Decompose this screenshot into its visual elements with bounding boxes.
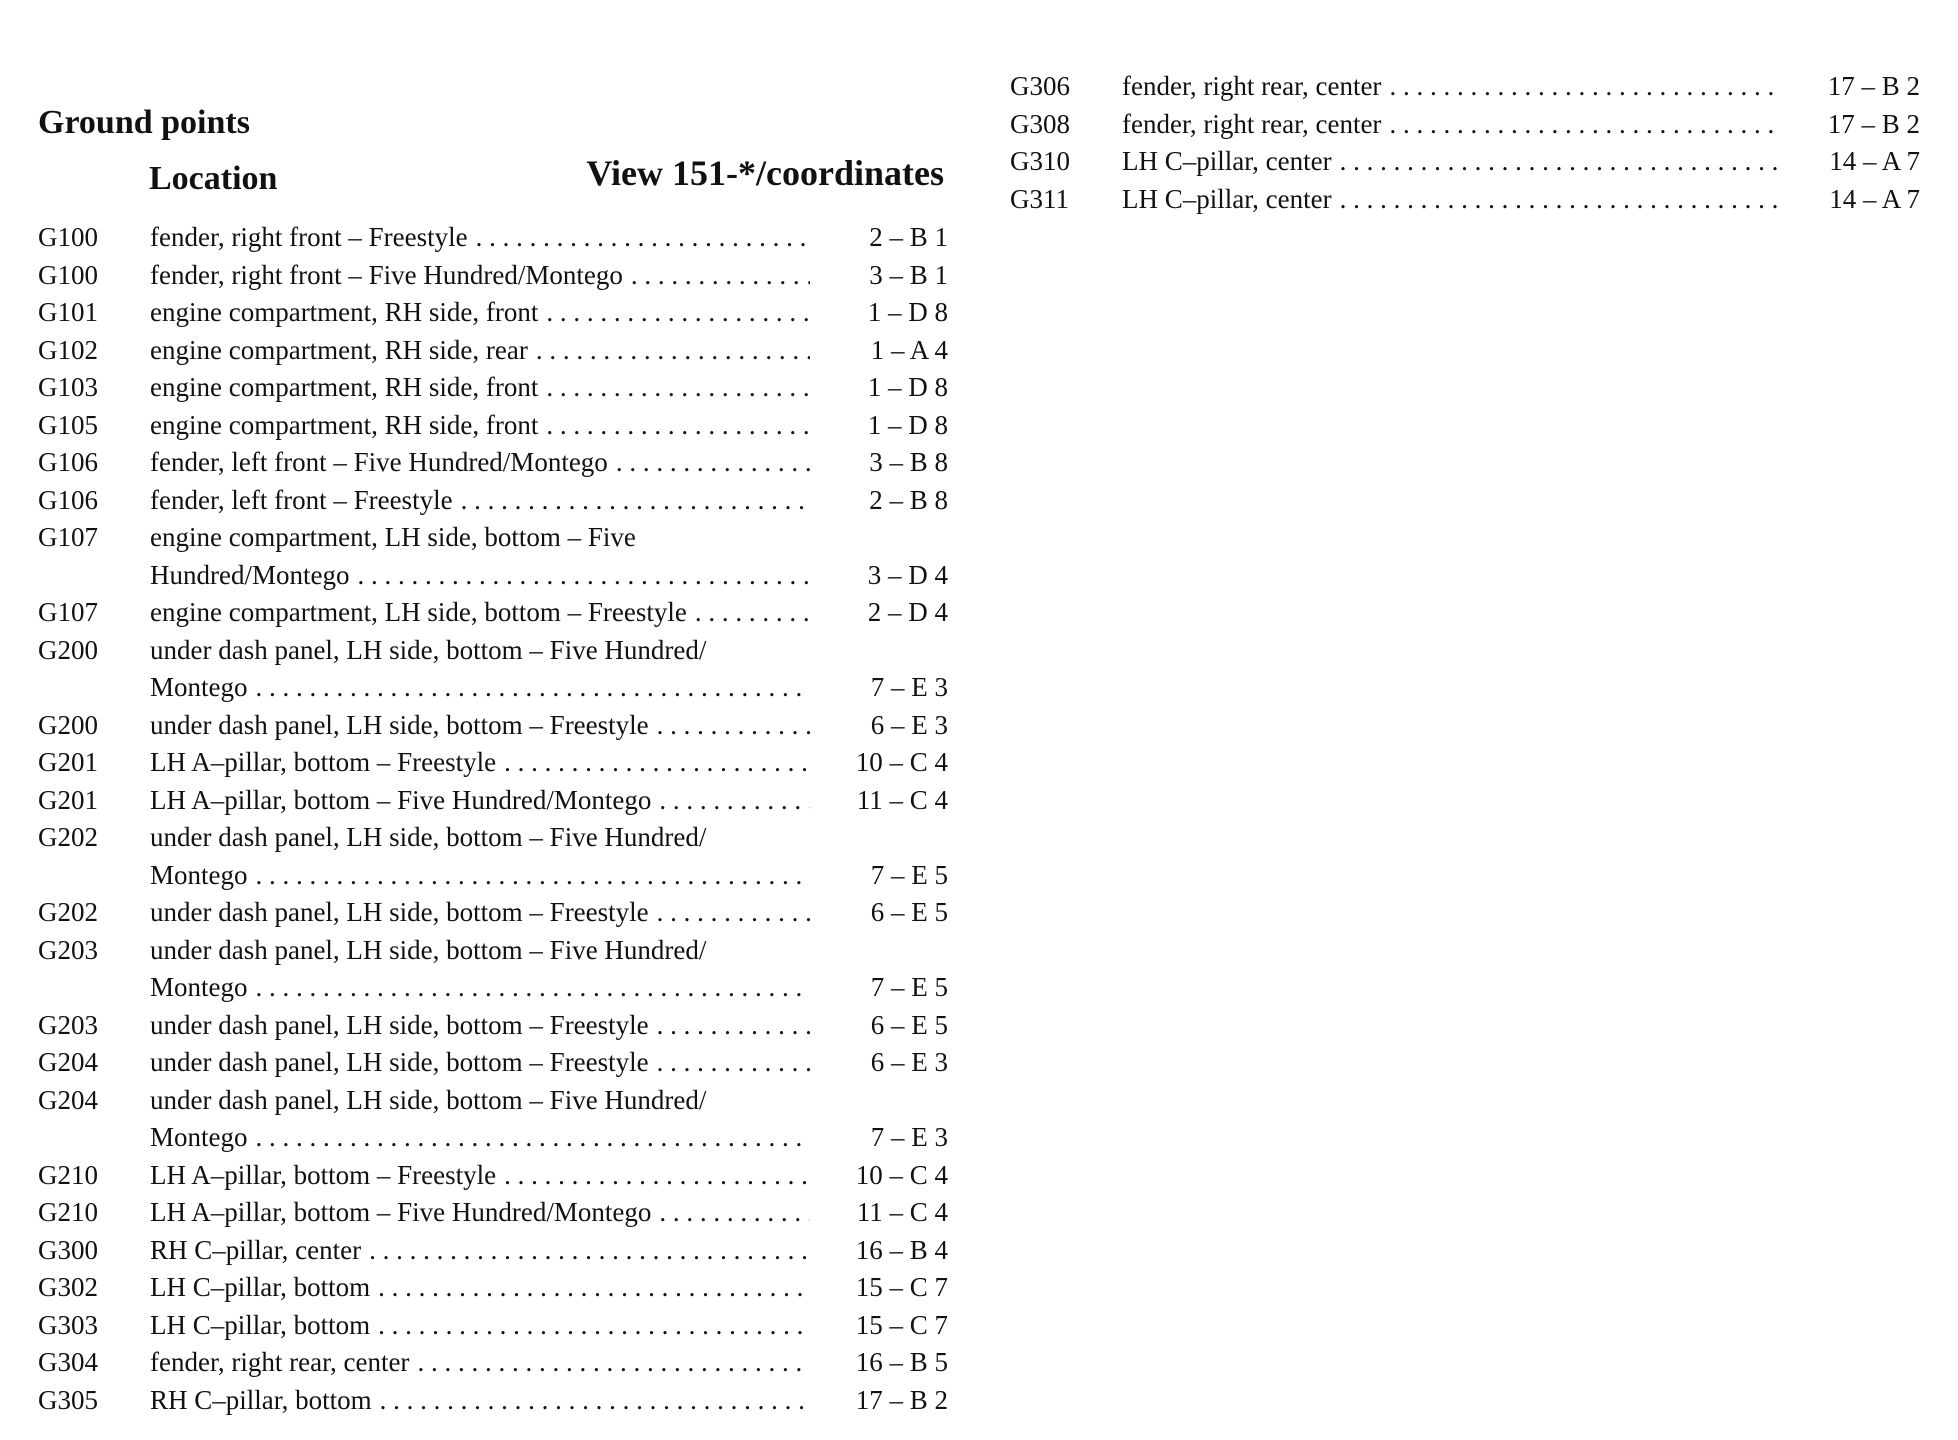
location-text: engine compartment, LH side, bottom – Five <box>150 522 636 552</box>
dot-leader <box>370 1307 810 1345</box>
view-coordinates: 7 – E 5 <box>870 859 948 890</box>
dot-leader <box>651 1194 810 1232</box>
location-text: Hundred/Montego <box>150 559 350 590</box>
location-line <box>150 932 810 970</box>
location-line <box>150 969 810 1007</box>
dot-leader <box>496 744 810 782</box>
dot-leader <box>409 1344 810 1382</box>
location-line <box>150 857 810 895</box>
table-row <box>38 407 948 445</box>
location-cell <box>150 1232 810 1270</box>
location-cell <box>150 819 810 894</box>
location-line <box>150 369 810 407</box>
location-line <box>150 1157 810 1195</box>
location-text: under dash panel, LH side, bottom – Five Hundred/ <box>150 634 707 665</box>
table-row <box>38 482 948 520</box>
view-coordinates: 1 – D 8 <box>867 372 948 402</box>
dot-leader <box>248 669 811 707</box>
table-row <box>1010 106 1920 144</box>
view-coordinates: 10 – C 4 <box>855 747 948 777</box>
table-row <box>38 1307 948 1345</box>
ground-point-code: G106 <box>38 447 98 477</box>
location-text: LH C–pillar, center <box>1122 183 1332 214</box>
location-cell <box>150 1157 810 1195</box>
view-coordinates: 11 – C 4 <box>856 1197 948 1227</box>
view-coordinates: 6 – E 5 <box>870 897 948 927</box>
ground-point-code: G311 <box>1010 183 1069 214</box>
dot-leader <box>248 857 811 895</box>
view-coordinates: 3 – B 8 <box>869 447 948 477</box>
ground-point-code: G305 <box>38 1384 98 1415</box>
view-coordinates: 17 – B 2 <box>1827 71 1920 101</box>
location-text: Montego <box>150 1122 248 1152</box>
location-text: engine compartment, RH side, rear <box>150 334 528 365</box>
location-cell <box>150 894 810 932</box>
location-line <box>150 557 810 595</box>
location-text: fender, right rear, center <box>150 1347 410 1377</box>
location-text: LH C–pillar, bottom <box>150 1272 371 1302</box>
location-line <box>150 407 810 445</box>
location-text: under dash panel, LH side, bottom – Five Hundred/ <box>150 822 707 852</box>
view-coordinates: 15 – C 7 <box>855 1272 948 1302</box>
location-text: fender, left front – Freestyle <box>150 484 453 515</box>
location-cell <box>150 1269 810 1307</box>
dot-leader <box>649 707 810 745</box>
dot-leader <box>538 407 810 445</box>
location-line <box>150 819 810 857</box>
dot-leader <box>649 1044 810 1082</box>
dot-leader <box>1381 68 1782 106</box>
ground-point-code: G304 <box>38 1347 98 1377</box>
ground-point-code: G200 <box>38 634 98 665</box>
location-line <box>150 219 810 257</box>
location-text: LH A–pillar, bottom – Five Hundred/Montego <box>150 784 652 815</box>
view-coordinates: 3 – D 4 <box>867 559 948 590</box>
ground-point-code: G100 <box>38 259 98 290</box>
location-text: fender, right front – Five Hundred/Montego <box>150 259 623 290</box>
location-text: under dash panel, LH side, bottom – Freestyle <box>150 709 649 740</box>
table-row <box>38 1007 948 1045</box>
location-cell <box>150 782 810 820</box>
table-row <box>38 1344 948 1382</box>
dot-leader <box>1332 143 1782 181</box>
location-cell <box>1122 106 1782 144</box>
view-coordinates: 3 – B 1 <box>869 259 948 290</box>
ground-point-code: G201 <box>38 747 98 777</box>
view-coordinates: 2 – B 1 <box>869 222 948 252</box>
location-line <box>150 444 810 482</box>
view-coordinates: 6 – E 3 <box>870 1047 948 1077</box>
ground-point-code: G107 <box>38 522 98 552</box>
view-coordinates: 17 – B 2 <box>855 1384 948 1415</box>
ground-point-code: G306 <box>1010 71 1070 101</box>
ground-point-code: G200 <box>38 709 98 740</box>
location-line <box>150 1344 810 1382</box>
ground-point-code: G210 <box>38 1159 98 1190</box>
view-coordinates: 2 – B 8 <box>869 484 948 515</box>
location-line <box>150 1119 810 1157</box>
location-text: Montego <box>150 972 248 1002</box>
table-row <box>1010 143 1920 181</box>
location-cell <box>150 519 810 594</box>
location-line <box>150 332 810 370</box>
dot-leader <box>538 369 810 407</box>
dot-leader <box>349 557 810 595</box>
location-line <box>150 1194 810 1232</box>
dot-leader <box>608 444 810 482</box>
table-row <box>38 519 948 594</box>
location-text: fender, right rear, center <box>1122 71 1382 101</box>
location-cell <box>150 1307 810 1345</box>
location-header: Location <box>149 160 278 197</box>
location-text: RH C–pillar, center <box>150 1234 362 1265</box>
location-line <box>1122 143 1782 181</box>
location-line <box>150 257 810 295</box>
dot-leader <box>248 969 811 1007</box>
dot-leader <box>538 294 810 332</box>
location-text: engine compartment, RH side, front <box>150 409 539 440</box>
location-cell <box>150 1382 810 1420</box>
dot-leader <box>528 332 810 370</box>
table-row <box>38 1082 948 1157</box>
location-cell <box>150 932 810 1007</box>
section-title: Ground points <box>38 104 250 141</box>
ground-point-code: G300 <box>38 1234 98 1265</box>
ground-point-code: G103 <box>38 372 98 402</box>
table-row <box>38 1157 948 1195</box>
view-coordinates: 14 – A 7 <box>1829 183 1920 214</box>
location-line <box>150 482 810 520</box>
location-text: under dash panel, LH side, bottom – Freestyle <box>150 897 649 927</box>
location-cell <box>150 482 810 520</box>
table-row <box>38 819 948 894</box>
location-line <box>150 1044 810 1082</box>
location-line <box>150 782 810 820</box>
location-line <box>1122 106 1782 144</box>
location-cell <box>150 632 810 707</box>
location-line <box>1122 181 1782 219</box>
location-line <box>150 594 810 632</box>
dot-leader <box>649 894 810 932</box>
dot-leader <box>453 482 810 520</box>
dot-leader <box>372 1382 810 1420</box>
location-text: under dash panel, LH side, bottom – Freestyle <box>150 1009 649 1040</box>
location-line <box>150 669 810 707</box>
table-row <box>38 1232 948 1270</box>
location-line <box>150 1082 810 1120</box>
table-row <box>38 257 948 295</box>
dot-leader <box>248 1119 811 1157</box>
view-coordinates: 7 – E 3 <box>870 1122 948 1152</box>
table-row <box>38 1044 948 1082</box>
dot-leader <box>623 257 810 295</box>
location-cell <box>150 407 810 445</box>
location-text: engine compartment, LH side, bottom – Freestyle <box>150 597 687 627</box>
location-text: LH A–pillar, bottom – Freestyle <box>150 1159 497 1190</box>
location-cell <box>150 444 810 482</box>
location-cell <box>150 1082 810 1157</box>
view-coordinates: 2 – D 4 <box>867 597 948 627</box>
view-coordinates: 17 – B 2 <box>1827 108 1920 139</box>
table-row <box>38 332 948 370</box>
dot-leader <box>496 1157 810 1195</box>
table-row <box>38 932 948 1007</box>
table-row <box>38 1194 948 1232</box>
location-cell <box>150 744 810 782</box>
location-cell <box>150 707 810 745</box>
location-cell <box>150 1044 810 1082</box>
table-row <box>38 707 948 745</box>
location-text: Montego <box>150 672 248 702</box>
view-coordinates: 1 – A 4 <box>870 334 948 365</box>
view-coordinates: 10 – C 4 <box>855 1159 948 1190</box>
view-coordinates-header: View 151-*/coordinates <box>586 153 944 193</box>
table-row <box>38 894 948 932</box>
location-line <box>150 744 810 782</box>
location-cell <box>150 219 810 257</box>
ground-point-code: G310 <box>1010 146 1070 176</box>
location-cell <box>1122 181 1782 219</box>
ground-point-code: G105 <box>38 409 98 440</box>
view-coordinates: 1 – D 8 <box>867 409 948 440</box>
table-row <box>1010 68 1920 106</box>
view-coordinates: 7 – E 5 <box>870 972 948 1002</box>
ground-point-code: G204 <box>38 1047 98 1077</box>
location-text: LH A–pillar, bottom – Five Hundred/Montego <box>150 1197 652 1227</box>
ground-point-code: G100 <box>38 222 98 252</box>
location-line <box>150 1269 810 1307</box>
location-line <box>1122 68 1782 106</box>
location-line <box>150 1382 810 1420</box>
table-row <box>38 219 948 257</box>
dot-leader <box>361 1232 810 1270</box>
location-line <box>150 1007 810 1045</box>
location-line <box>150 519 810 557</box>
location-cell <box>150 294 810 332</box>
location-cell <box>150 1194 810 1232</box>
view-coordinates: 11 – C 4 <box>856 784 948 815</box>
table-row <box>38 1382 948 1420</box>
table-row <box>38 1269 948 1307</box>
view-coordinates: 6 – E 3 <box>870 709 948 740</box>
location-text: under dash panel, LH side, bottom – Freestyle <box>150 1047 649 1077</box>
ground-points-list-right <box>1010 68 1920 218</box>
location-text: RH C–pillar, bottom <box>150 1384 372 1415</box>
location-line <box>150 294 810 332</box>
view-coordinates: 1 – D 8 <box>867 297 948 327</box>
location-text: fender, right front – Freestyle <box>150 222 468 252</box>
ground-point-code: G308 <box>1010 108 1070 139</box>
ground-point-code: G101 <box>38 297 98 327</box>
location-cell <box>150 1344 810 1382</box>
location-text: LH A–pillar, bottom – Freestyle <box>150 747 497 777</box>
ground-point-code: G302 <box>38 1272 98 1302</box>
ground-point-code: G204 <box>38 1084 98 1115</box>
view-coordinates: 7 – E 3 <box>870 672 948 702</box>
table-row <box>1010 181 1920 219</box>
view-coordinates: 16 – B 5 <box>855 1347 948 1377</box>
dot-leader <box>649 1007 810 1045</box>
location-text: Montego <box>150 859 248 890</box>
view-coordinates: 14 – A 7 <box>1829 146 1920 176</box>
location-text: engine compartment, RH side, front <box>150 297 539 327</box>
ground-point-code: G303 <box>38 1309 98 1340</box>
location-cell <box>150 1007 810 1045</box>
table-row <box>38 782 948 820</box>
view-coordinates: 15 – C 7 <box>855 1309 948 1340</box>
table-row <box>38 594 948 632</box>
ground-point-code: G201 <box>38 784 98 815</box>
ground-point-code: G203 <box>38 1009 98 1040</box>
location-cell <box>150 332 810 370</box>
location-line <box>150 1307 810 1345</box>
location-line <box>150 894 810 932</box>
table-row <box>38 369 948 407</box>
location-text: engine compartment, RH side, front <box>150 372 539 402</box>
location-line <box>150 1232 810 1270</box>
ground-point-code: G102 <box>38 334 98 365</box>
location-cell <box>1122 68 1782 106</box>
location-text: fender, left front – Five Hundred/Montego <box>150 447 608 477</box>
dot-leader <box>1381 106 1782 144</box>
ground-point-code: G106 <box>38 484 98 515</box>
dot-leader <box>468 219 810 257</box>
location-cell <box>1122 143 1782 181</box>
location-text: under dash panel, LH side, bottom – Five Hundred/ <box>150 1084 707 1115</box>
table-row <box>38 294 948 332</box>
ground-point-code: G107 <box>38 597 98 627</box>
ground-point-code: G210 <box>38 1197 98 1227</box>
table-row <box>38 744 948 782</box>
ground-point-code: G202 <box>38 822 98 852</box>
view-coordinates: 16 – B 4 <box>855 1234 948 1265</box>
dot-leader <box>1332 181 1782 219</box>
ground-point-code: G203 <box>38 934 98 965</box>
location-line <box>150 632 810 670</box>
dot-leader <box>370 1269 810 1307</box>
ground-point-code: G202 <box>38 897 98 927</box>
dot-leader <box>687 594 810 632</box>
location-text: under dash panel, LH side, bottom – Five Hundred/ <box>150 934 707 965</box>
location-cell <box>150 257 810 295</box>
table-row <box>38 632 948 707</box>
location-text: LH C–pillar, bottom <box>150 1309 371 1340</box>
location-cell <box>150 369 810 407</box>
ground-points-list-left <box>38 219 948 1419</box>
location-text: fender, right rear, center <box>1122 108 1382 139</box>
location-line <box>150 707 810 745</box>
dot-leader <box>651 782 810 820</box>
table-row <box>38 444 948 482</box>
view-coordinates: 6 – E 5 <box>870 1009 948 1040</box>
location-text: LH C–pillar, center <box>1122 146 1332 176</box>
location-cell <box>150 594 810 632</box>
